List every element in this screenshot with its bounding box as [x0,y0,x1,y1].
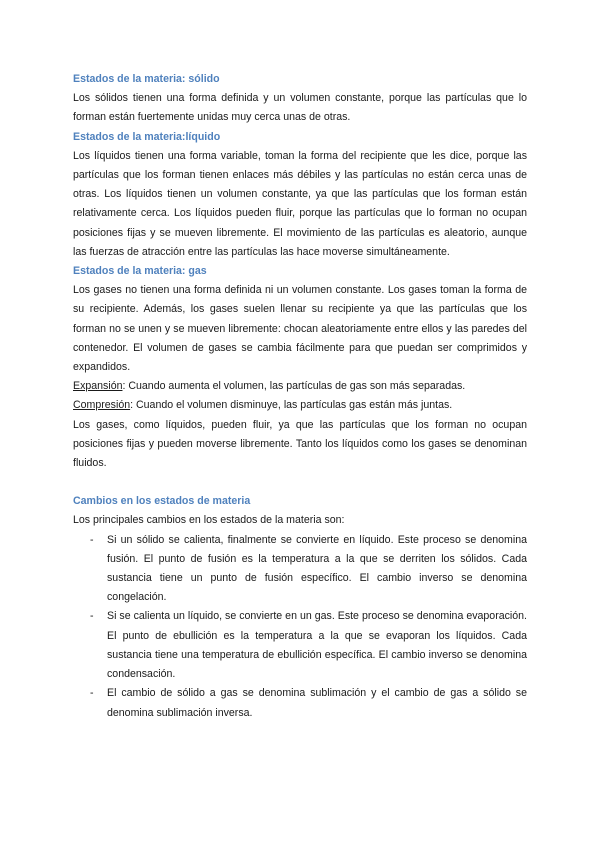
paragraph-cambios-intro: Los principales cambios en los estados de la materia son: [73,514,345,527]
dash-marker: - [90,610,94,623]
list-item [73,531,527,608]
list-item-text: El cambio de sólido a gas se denomina sublimación y el cambio de gas a sólido se denomina sublimación inversa. [107,687,527,719]
paragraph-gas-closing: Los gases, como líquidos, pueden fluir, ya que las partículas que los forman no ocupan posiciones fijas y pueden moverse libremente. Tanto los líquidos como los gases se denominan fluidos. [73,418,527,470]
definition-expansion [73,377,527,396]
dash-marker: - [90,687,94,700]
list-item [73,684,527,722]
dash-marker: - [90,533,94,546]
text-expansion: : Cuando aumenta el volumen, las partículas de gas son más separadas. [122,380,466,393]
list-item-text: Si se calienta un líquido, se convierte en un gas. Este proceso se denomina evaporación. El punto de ebullición es la temperatura a la que se evaporan los líquidos. Cada sustancia tiene una temperatura de ebullición específica. El cambio inverso se denomina condensación. [107,610,527,681]
list-item [73,607,527,684]
heading-liquido: Estados de la materia:líquido [73,130,221,143]
definition-compresion [73,396,527,415]
heading-gas: Estados de la materia: gas [73,265,207,278]
heading-cambios: Cambios en los estados de materia [73,495,251,508]
list-item-text: Si un sólido se calienta, finalmente se convierte en líquido. Este proceso se denomina fusión. El punto de fusión es la temperatura a la que se derriten los sólidos. Cada sustancia tiene un punto de fusión específico. El cambio inverso se denomina congelación. [107,533,527,604]
text-compresion: : Cuando el volumen disminuye, las partículas gas están más juntas. [130,399,453,412]
cambios-list [73,531,527,723]
term-compresion: Compresión [73,399,131,412]
paragraph-gas: Los gases no tienen una forma definida ni un volumen constante. Los gases toman la forma de su recipiente. Además, los gases suelen llenar su recipiente ya que las partículas que los forman no se unen y se mueven libremente: chocan aleatoriamente entre ellos y las paredes del contenedor. El volumen de gases se cambia fácilmente para que puedan ser comprimidos y expandidos. [73,284,527,374]
paragraph-liquido: Los líquidos tienen una forma variable, toman la forma del recipiente que les dice, porque las partículas que los forman tienen enlaces más débiles y las partículas no están cerca unas de otras. Los líquidos tienen un volumen constante, ya que las partículas que los forman están relativamente cerca. Los líquidos pueden fluir, porque las partículas que lo forman no ocupan posiciones fijas y se mueven libremente. El movimiento de las partículas es aleatorio, aunque las fuerzas de atracción entre las partículas las hace moverse simultáneamente. [73,149,527,258]
document-page [73,70,527,723]
heading-solido: Estados de la materia: sólido [73,73,220,85]
paragraph-solido: Los sólidos tienen una forma definida y un volumen constante, porque las partículas que lo forman están fuertemente unidas muy cerca unas de otras. [73,92,527,124]
section-spacer [73,473,527,492]
term-expansion: Expansión [73,380,123,393]
